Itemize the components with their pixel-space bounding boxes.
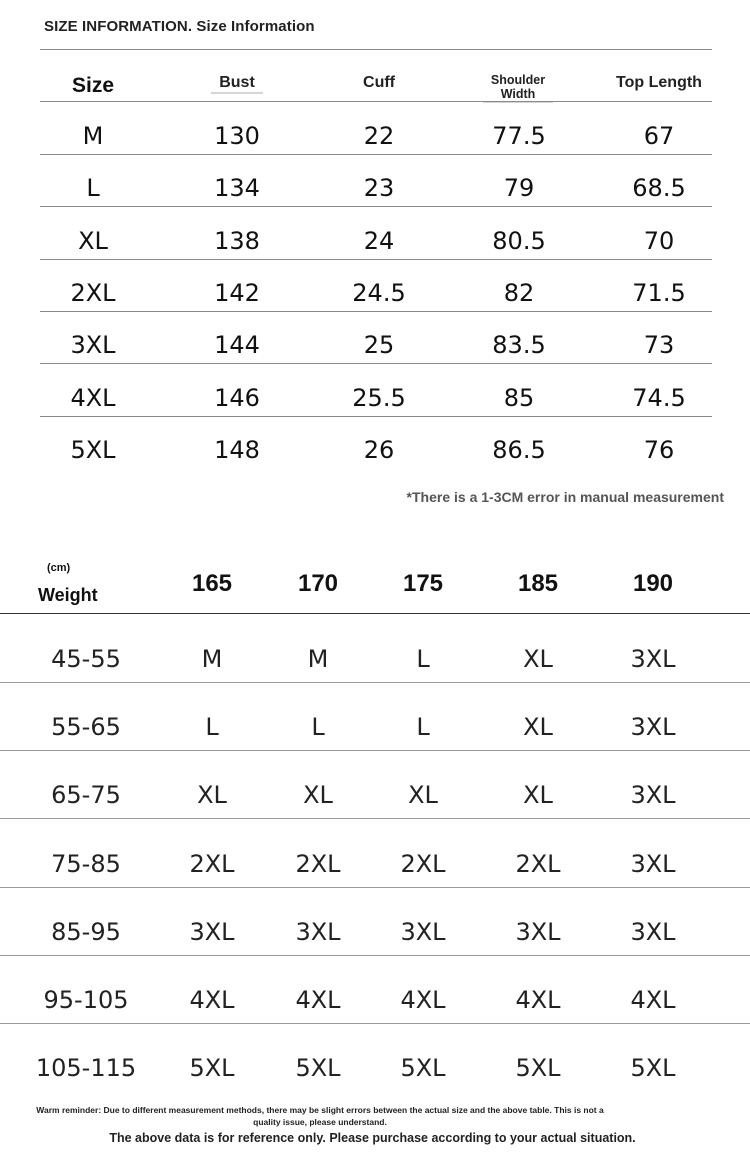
measure-cell: 76 — [643, 435, 675, 464]
row-divider — [40, 416, 712, 417]
size-cell: 2XL — [400, 849, 446, 878]
size-cell: 3XL — [630, 917, 676, 946]
weight-cell: 85-95 — [51, 917, 121, 946]
size-cell: 3XL — [630, 849, 676, 878]
measure-cell: 86.5 — [492, 435, 546, 464]
row-divider — [40, 311, 712, 312]
measure-cell: 23 — [363, 174, 395, 203]
size-cell: 5XL — [295, 1054, 341, 1083]
size-cell: 5XL — [630, 1054, 676, 1083]
size-cell: 3XL — [630, 645, 676, 673]
row-divider — [0, 887, 750, 888]
measure-cell: 134 — [214, 174, 260, 203]
height-header: 165 — [191, 570, 233, 597]
size-cell: 3XL — [515, 917, 561, 946]
size-cell: 3XL — [630, 781, 676, 810]
measure-cell: 25.5 — [352, 383, 406, 412]
measure-cell: 144 — [214, 331, 260, 360]
measure-cell: 146 — [214, 383, 260, 412]
measure-cell: 25 — [363, 331, 395, 360]
header-top-length: Top Length — [616, 74, 702, 91]
row-divider — [40, 154, 712, 155]
measure-cell: 67 — [643, 122, 675, 150]
measure-cell: 26 — [363, 435, 395, 464]
measure-cell: 71.5 — [632, 278, 686, 307]
measure-cell: 82 — [503, 278, 535, 307]
divider — [40, 49, 712, 50]
measure-cell: 68.5 — [632, 174, 686, 203]
header-shoulder-line1: Shoulder — [490, 73, 546, 87]
size-cell: XL — [523, 713, 553, 742]
size-cell: 3XL — [295, 917, 341, 946]
size-cell: 2XL — [515, 849, 561, 878]
height-header: 170 — [297, 570, 339, 597]
size-cell: 5XL — [400, 1054, 446, 1083]
measure-cell: 77.5 — [492, 122, 546, 150]
size-cell: 3XL — [70, 331, 116, 360]
measure-cell: 70 — [643, 226, 675, 255]
size-cell: L — [311, 713, 325, 742]
size-cell: XL — [523, 645, 553, 673]
measurement-note: *There is a 1-3CM error in manual measurement — [406, 489, 724, 505]
size-cell: XL — [408, 781, 438, 810]
size-cell: XL — [523, 781, 553, 810]
size-cell: L — [205, 713, 219, 742]
weight-cell: 45-55 — [51, 645, 121, 673]
warm-reminder-line1: Warm reminder: Due to different measurement methods, there may be slight errors between the actual size and the above table. This is not a — [36, 1105, 604, 1115]
measure-cell: 73 — [643, 331, 675, 360]
measure-cell: 22 — [363, 122, 395, 150]
measure-cell: 83.5 — [492, 331, 546, 360]
header-size: Size — [71, 74, 115, 97]
row-divider — [40, 259, 712, 260]
size-cell: 4XL — [295, 986, 341, 1014]
size-cell: 4XL — [515, 986, 561, 1014]
fit-header-divider — [0, 613, 750, 614]
size-cell: 2XL — [295, 849, 341, 878]
measure-cell: 85 — [503, 383, 535, 412]
measure-cell: 24 — [363, 226, 395, 255]
row-divider — [0, 818, 750, 819]
size-cell: 5XL — [189, 1054, 235, 1083]
measure-cell: 130 — [214, 122, 260, 150]
size-cell: M — [201, 645, 223, 673]
height-header: 175 — [402, 570, 444, 597]
size-cell: 3XL — [630, 713, 676, 742]
row-divider — [0, 682, 750, 683]
header-cuff: Cuff — [363, 74, 395, 91]
row-divider — [40, 206, 712, 207]
warm-reminder-line2: quality issue, please understand. — [253, 1117, 387, 1127]
section-title: SIZE INFORMATION. Size Information — [44, 18, 315, 35]
header-divider — [40, 101, 712, 102]
warm-reminder — [0, 1104, 640, 1128]
size-cell: 2XL — [70, 278, 116, 307]
measure-cell: 79 — [503, 174, 535, 203]
size-cell: M — [82, 122, 104, 150]
weight-cell: 75-85 — [51, 849, 121, 878]
size-cell: 4XL — [70, 383, 116, 412]
size-cell: 4XL — [400, 986, 446, 1014]
size-cell: XL — [197, 781, 227, 810]
size-cell: L — [416, 645, 430, 673]
unit-label: (cm) — [47, 562, 71, 574]
size-cell: 4XL — [189, 986, 235, 1014]
size-cell: L — [416, 713, 430, 742]
measure-cell: 24.5 — [352, 278, 406, 307]
size-cell: XL — [78, 226, 108, 255]
size-cell: 4XL — [630, 986, 676, 1014]
size-cell: M — [307, 645, 329, 673]
measure-cell: 80.5 — [492, 226, 546, 255]
weight-cell: 65-75 — [51, 781, 121, 810]
measure-cell: 74.5 — [632, 383, 686, 412]
row-divider — [40, 363, 712, 364]
measure-cell: 142 — [214, 278, 260, 307]
row-divider — [0, 1023, 750, 1024]
weight-cell: 55-65 — [51, 713, 121, 742]
footer-note: The above data is for reference only. Please purchase according to your actual situation. — [109, 1131, 636, 1145]
size-cell: 5XL — [70, 435, 116, 464]
header-shoulder-width — [483, 73, 553, 103]
height-header: 190 — [632, 570, 674, 597]
row-divider — [0, 750, 750, 751]
row-divider — [0, 955, 750, 956]
weight-cell: 95-105 — [43, 986, 129, 1014]
weight-label: Weight — [38, 585, 98, 605]
header-shoulder-line2: Width — [500, 87, 536, 101]
size-cell: 3XL — [189, 917, 235, 946]
size-cell: 2XL — [189, 849, 235, 878]
size-cell: 3XL — [400, 917, 446, 946]
measure-cell: 148 — [214, 435, 260, 464]
height-header: 185 — [517, 570, 559, 597]
weight-cell: 105-115 — [35, 1054, 137, 1083]
size-cell: L — [86, 174, 100, 203]
header-bust: Bust — [211, 74, 263, 94]
measure-cell: 138 — [214, 226, 260, 255]
size-cell: 5XL — [515, 1054, 561, 1083]
size-cell: XL — [303, 781, 333, 810]
